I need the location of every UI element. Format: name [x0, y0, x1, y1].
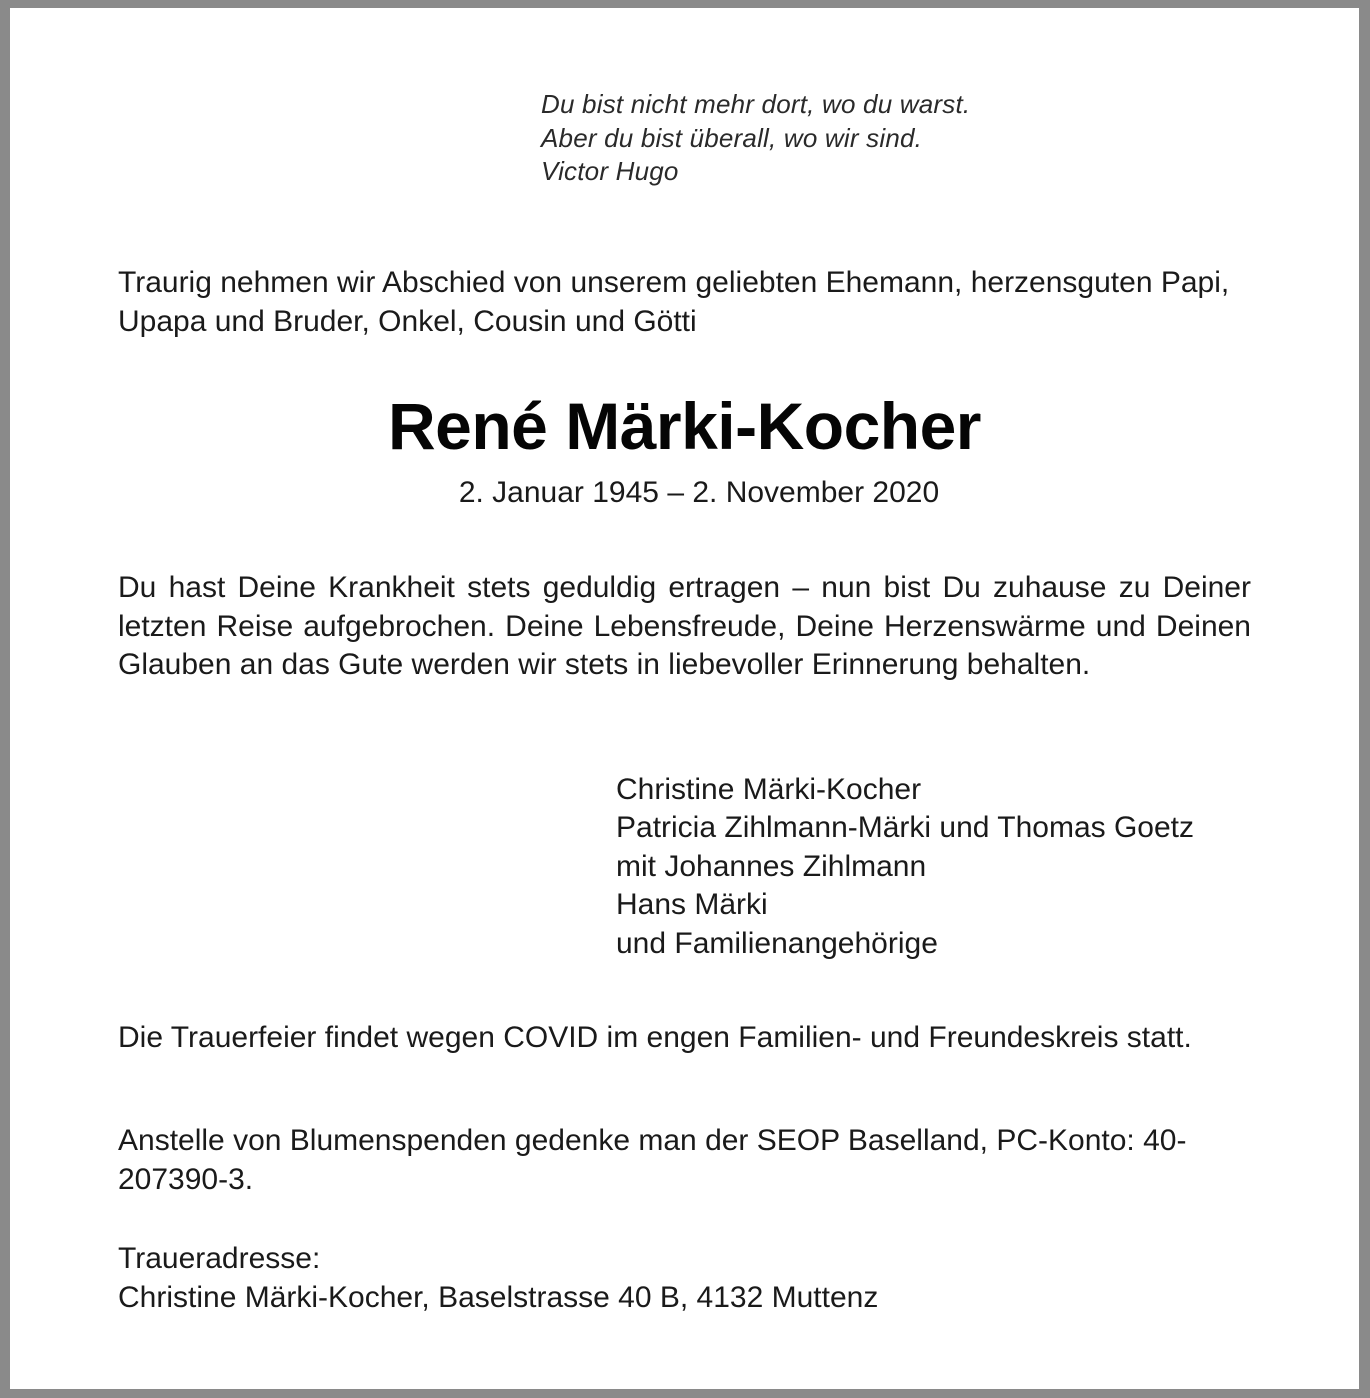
mourner-name: Christine Märki-Kocher — [616, 773, 922, 806]
quote-author: Victor Hugo — [541, 156, 679, 186]
mourner-name: Hans Märki — [616, 888, 768, 922]
epigraph-quote — [541, 88, 970, 189]
life-dates: 2. Januar 1945 – 2. November 2020 — [458, 476, 940, 509]
mourners-list — [616, 771, 1194, 963]
ceremony-notice: Die Trauerfeier findet wegen COVID im engen Familien- und Freundeskreis statt. — [118, 1021, 1192, 1054]
intro-text: Traurig nehmen wir Abschied von unserem geliebten Ehemann, herzensguten Papi, Upapa und Bruder, Onkel, Cousin und Götti — [118, 266, 1230, 338]
quote-line: Du bist nicht mehr dort, wo du warst. — [541, 89, 971, 119]
donation-notice: Anstelle von Blumenspenden gedenke man der SEOP Baselland, PC-Konto: 40-207390-3. — [118, 1124, 1187, 1196]
quote-line: Aber du bist überall, wo wir sind. — [541, 122, 923, 153]
deceased-name: René Märki-Kocher — [387, 389, 981, 463]
obituary-page — [10, 8, 1359, 1389]
address-label: Traueradresse: — [118, 1242, 321, 1275]
address-value: Christine Märki-Kocher, Baselstrasse 40 B, 4132 Muttenz — [118, 1280, 879, 1314]
mourner-name: mit Johannes Zihlmann — [616, 849, 927, 883]
farewell-message: Du hast Deine Krankheit stets geduldig ertragen – nun bist Du zuhause zu Deiner letzten Reise aufgebrochen. Deine Lebensfreude, Deine Herzenswärme und Deinen Glauben an das Gute werden wir stets in liebevoller Erinnerung behalten. — [118, 571, 1251, 681]
mourning-address — [118, 1240, 1251, 1317]
mourner-name: Patricia Zihlmann-Märki und Thomas Goetz — [616, 811, 1194, 845]
mourner-name: und Familienangehörige — [616, 926, 938, 960]
